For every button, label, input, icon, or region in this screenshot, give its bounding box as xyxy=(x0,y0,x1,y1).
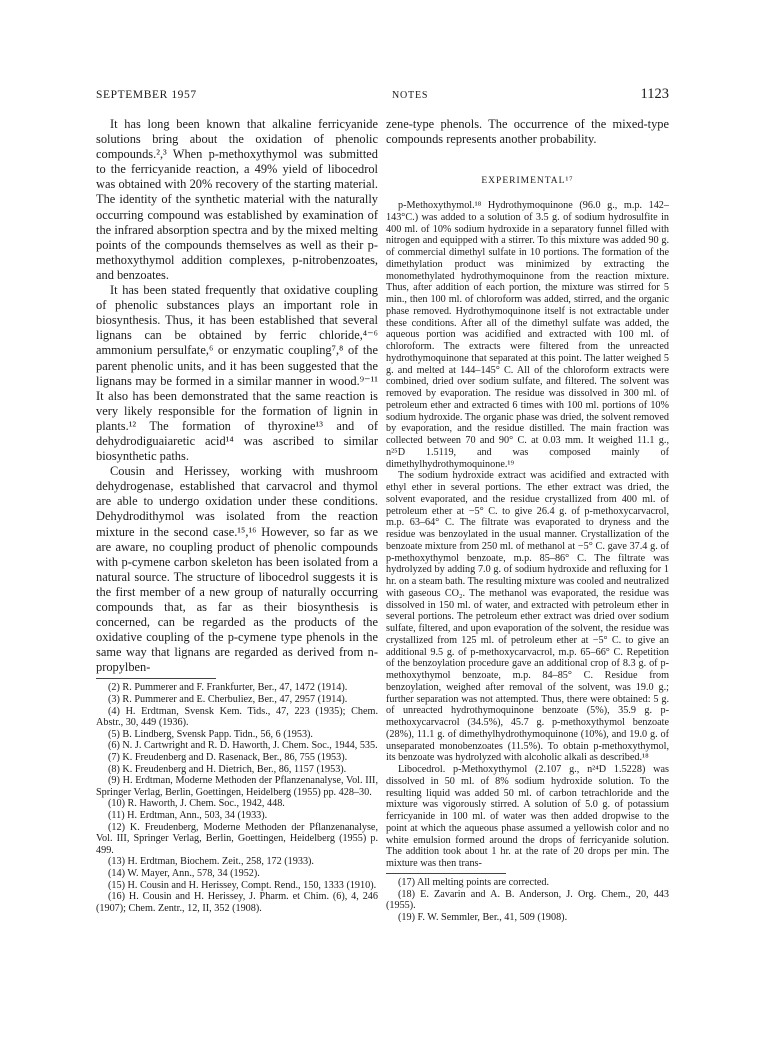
experimental-paragraph-3: Libocedrol. p-Methoxythymol (2.107 g., n²⁴D 1.5228) was dissolved in 50 ml. of 8% sodium hydroxide solution. To the resulting liquid was added 50 ml. of carbon tetrachloride and the mixture was vigorously stirred. A solution of 5.0 g. of potassium ferricyanide in 100 ml. of water was then added dropwise to the point at which the aqueous phase assumed a yellowish color and no white emulsion formed around the drops of ferricyanide solution. The addition took about 1 hr. at the rate of 20 drops per min. The mixture was then trans- xyxy=(386,764,669,870)
footnote-10: (10) R. Haworth, J. Chem. Soc., 1942, 448. xyxy=(108,798,285,810)
experimental-paragraph-1: p-Methoxythymol.¹⁸ Hydrothymoquinone (96.0 g., m.p. 142–143°C.) was added to a solution of 3.5 g. of sodium hydrosulfite in 400 ml. of 10% sodium hydroxide in a separatory funnel filled with nitrogen and equipped with a stirrer. To this mixture was added 90 g. of commercial dimethyl sulfate in 10 portions. The formation of the dimethylation product was minimized by extracting the monomethylated hydrothymoquinone from the reaction mixture. Thus, after addition of each portion, the mixture was stirred for 5 min., then 100 ml. of chloroform was added, stirred, and the organic phase removed. Hydrothymoquinone itself is not extractable under these conditions. After all of the dimethyl sulfate was added, the aqueous portion was acidified and extracted with 100 ml. of chloroform. The extracts were filtered from the unreacted hydrothymoquinone that separated at this point. The latter weighed 5 g. and melted at 144–145° C. All of the chloroform extracts were combined, dried over sodium sulfate, and filtered. The solvent was removed by evaporation. The residue was dissolved in 300 ml. of petroleum ether and extracted 6 times with 100 ml. portions of 10% sodium hydroxide. The organic phase was dried, the solvent removed by evaporation, and the residue distilled. The main fraction was collected between 70 and 90° C. at 0.03 mm. It weighed 11.1 g., n²⁵D 1.5119, and was composed mainly of dimethylhydrothymoquinone.¹⁹ xyxy=(386,200,669,470)
footnote-divider-right xyxy=(386,873,506,874)
header-section: NOTES xyxy=(392,90,429,101)
footnote-15: (15) H. Cousin and H. Herissey, Compt. Rend., 150, 1333 (1910). xyxy=(108,879,377,891)
footnote-7: (7) K. Freudenberg and D. Rasenack, Ber., 86, 755 (1953). xyxy=(108,752,348,764)
footnote-11: (11) H. Erdtman, Ann., 503, 34 (1933). xyxy=(108,810,268,821)
continuation-paragraph: zene-type phenols. The occurrence of the mixed-type compounds represents another probability. xyxy=(386,117,669,147)
body-paragraph-1: It has long been known that alkaline ferricyanide solutions bring about the oxidation of phenolic compounds.²,³ When p-methoxythymol was submitted to the ferricyanide reaction, a 49% yield of libocedrol was obtained with 20% recovery of the starting material. The identity of the synthetic material with the naturally occurring compound was established by examination of the infrared absorption spectra and by the mixed melting points of the compounds themselves as well as their p-methoxythymol addition complexes, p-nitrobenzoates, and benzoates. xyxy=(96,117,378,282)
footnote-14: (14) W. Mayer, Ann., 578, 34 (1952). xyxy=(108,867,260,879)
running-header xyxy=(96,86,669,107)
footnote-8: (8) K. Freudenberg and H. Dietrich, Ber., 86, 1157 (1953). xyxy=(108,763,347,775)
footnote-divider xyxy=(96,678,216,679)
footnote-4: (4) H. Erdtman, Svensk Kem. Tids., 47, 223 (1935); Chem. Abstr., 30, 449 (1936). xyxy=(96,705,378,729)
footnote-13: (13) H. Erdtman, Biochem. Zeit., 258, 172 (1933). xyxy=(108,856,314,868)
body-paragraph-2: It has been stated frequently that oxidative coupling of phenolic substances plays an important role in biosynthesis. Thus, it has been established that several lignans can be obtained by ferric chloride,⁴⁻⁶ ammonium persulfate,⁶ or enzymatic coupling⁷,⁸ of the parent phenolic units, and it has been suggested that the lignans may be formed in a similar manner in wood.⁹⁻¹¹ It also has been demonstrated that the same reaction is very likely responsible for the formation of lignin in plants.¹² The formation of thyroxine¹³ and of dehydrodiguaiaretic acid¹⁴ was ascribed to similar biosynthetic paths. xyxy=(96,283,378,464)
footnote-18: (18) E. Zavarin and A. B. Anderson, J. Org. Chem., 20, 443 (1955). xyxy=(386,888,669,912)
footnote-19: (19) F. W. Semmler, Ber., 41, 509 (1908). xyxy=(398,911,568,923)
experimental-paragraph-2: The sodium hydroxide extract was acidified and extracted with ethyl ether in several portions. The ether extract was dried, the solvent evaporated, and the residue crystallized from 400 ml. of petroleum ether at −5° C. to give 26.4 g. of p-methoxycarvacrol, m.p. 63–64° C. The filtrate was evaporated to dryness and the residue was benzoylated in the usual manner. Crystallization of the benzoate mixture from 250 ml. of methanol at −5° C. gave 37.4 g. of p-methoxythymol benzoate, m.p. 85–86° C. The filtrate was hydrolyzed by adding 7.0 g. of sodium hydroxide and refluxing for 1 hr. on a steam bath. The resulting mixture was cooled and neutralized with gaseous CO₂. The methanol was evaporated, the residue was dissolved in 150 ml. of water, and extracted with petroleum ether in several portions. The petroleum ether extract was dried over sodium sulfate, filtered, and upon evaporation of the solvent, the residue was crystallized from 125 ml. of petroleum ether at −5° C. to give an additional 9.5 g. of p-methoxycarvacrol, m.p. 65–66° C. Repetition of the benzoylation procedure gave an additional crop of 8.3 g. of p-methoxythymol benzoate, m.p. 84–85° C. Residue from benzoylation, weighed after removal of the solvent, was 19.0 g.; further separation was not attempted. Thus, there were obtained: 5 g. of unreacted hydrothymoquinone benzoate (5%), 35.9 g. p-methoxycarvacrol (34.5%), 45.7 g. p-methoxythymol benzoate (28%), 11.1 g. of dimethylhydrothymoquinone (10%), and 19.0 g. of unseparated monobenzoates (11.5%). To obtain p-methoxythymol, its benzoate was hydrolyzed with alcoholic alkali as described.¹⁸ xyxy=(386,470,669,764)
body-paragraph-3: Cousin and Herissey, working with mushroom dehydrogenase, established that carvacrol and thymol are able to undergo oxidation under these conditions. Dehydrodithymol was isolated from the reaction mixture in the second case.¹⁵,¹⁶ However, so far as we are aware, no coupling product of phenolic compounds with p-cymene carbon skeleton has been isolated from a natural source. The structure of libocedrol suggests it is the first member of a new group of naturally occurring compounds that, as far as their biosynthesis is concerned, can be regarded as the products of the oxidative coupling of the p-cymene type phenols in the same way that lignans are regarded as derived from n-propylben- xyxy=(96,464,378,675)
footnotes-left xyxy=(96,682,378,914)
page-number: 1123 xyxy=(640,86,669,102)
header-date: SEPTEMBER 1957 xyxy=(96,89,197,101)
footnote-16: (16) H. Cousin and H. Herissey, J. Pharm. et Chim. (6), 4, 246 (1907); Chem. Zentr., 12, II, 352 (1908). xyxy=(96,891,378,914)
left-column xyxy=(96,117,378,914)
footnote-17: (17) All melting points are corrected. xyxy=(398,876,550,888)
right-column xyxy=(386,117,669,923)
footnote-5: (5) B. Lindberg, Svensk Papp. Tidn., 56, 6 (1953). xyxy=(108,728,313,740)
section-heading-experimental: EXPERIMENTAL¹⁷ xyxy=(481,176,574,187)
footnotes-right xyxy=(386,877,669,923)
footnote-12: (12) K. Freudenberg, Moderne Methoden der Pflanzenanalyse, Vol. III, Springer Verlag, Berlin, Goettingen, Heidelberg (1955) p. 499. xyxy=(96,821,378,856)
footnote-6: (6) N. J. Cartwright and R. D. Haworth, J. Chem. Soc., 1944, 535. xyxy=(108,740,378,752)
footnote-9: (9) H. Erdtman, Moderne Methoden der Pflanzenanalyse, Vol. III, Springer Verlag, Berlin, Goettingen, Heidelberg (1955) pp. 428–30. xyxy=(96,775,378,798)
footnote-3: (3) R. Pummerer and E. Cherbuliez, Ber., 47, 2957 (1914). xyxy=(108,694,348,706)
footnote-2: (2) R. Pummerer and F. Frankfurter, Ber., 47, 1472 (1914). xyxy=(108,682,348,694)
